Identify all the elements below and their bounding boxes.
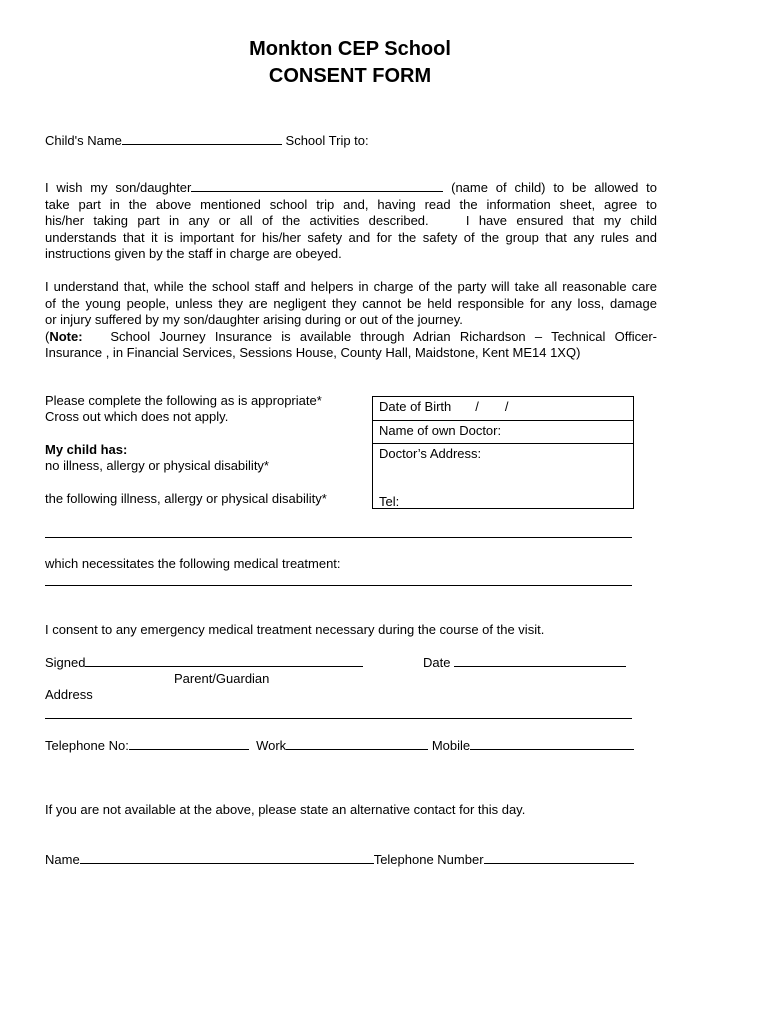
date-label: Date bbox=[423, 655, 451, 670]
date-line bbox=[423, 654, 626, 671]
form-title: CONSENT FORM bbox=[268, 65, 432, 87]
consent-line-1: I wish my son/daughter (name of child) to be allowed to bbox=[45, 180, 657, 195]
treatment-details-line[interactable] bbox=[45, 585, 632, 586]
consent-line-5: instructions given by the staff in charge are obeyed. bbox=[45, 246, 342, 261]
work-field[interactable] bbox=[286, 737, 428, 750]
no-illness-option: no illness, allergy or physical disability* bbox=[45, 458, 269, 473]
parent-guardian-label: Parent/Guardian bbox=[174, 671, 270, 686]
alternative-contact-line bbox=[45, 851, 634, 868]
alt-phone-field[interactable] bbox=[484, 851, 634, 864]
alt-phone-label: Telephone Number bbox=[373, 852, 484, 867]
child-name-blank[interactable] bbox=[191, 179, 443, 192]
school-name: Monkton CEP School bbox=[249, 38, 451, 60]
emergency-consent-text: I consent to any emergency medical treatment necessary during the course of the visit. bbox=[45, 622, 545, 637]
alternative-contact-intro: If you are not available at the above, please state an alternative contact for this day. bbox=[45, 802, 526, 817]
divider bbox=[373, 443, 633, 444]
telephone-line bbox=[45, 737, 634, 754]
divider bbox=[373, 420, 633, 421]
telephone-field[interactable] bbox=[129, 737, 249, 750]
my-child-has-heading: My child has: bbox=[45, 442, 128, 457]
mobile-label: Mobile bbox=[431, 738, 471, 753]
liability-line-3: or injury suffered by my son/daughter arising during or out of the journey. bbox=[45, 312, 463, 327]
doctor-tel-cell[interactable]: Tel: bbox=[379, 494, 400, 509]
liability-paragraph bbox=[45, 279, 657, 362]
doctor-details-box bbox=[372, 396, 634, 509]
date-field[interactable] bbox=[454, 654, 626, 667]
doctor-address-cell[interactable]: Doctor’s Address: bbox=[379, 446, 482, 461]
note-label: Note: bbox=[49, 328, 83, 344]
instruction-line-2: Cross out which does not apply. bbox=[45, 409, 229, 424]
signed-label: Signed bbox=[45, 655, 86, 670]
trip-line bbox=[45, 132, 369, 149]
illness-details-line[interactable] bbox=[45, 537, 632, 538]
liability-line-4: (Note: School Journey Insurance is available through Adrian Richardson – Technical Officer- bbox=[45, 328, 657, 344]
mobile-field[interactable] bbox=[470, 737, 634, 750]
school-trip-label: School Trip to: bbox=[285, 133, 369, 148]
consent-line-4: understands that it is important for his/her safety and for the safety of the group that any rules and bbox=[45, 229, 657, 245]
liability-line-2: of the young people, unless they are negligent they cannot be held responsible for any loss, damage bbox=[45, 295, 657, 311]
consent-line-3: his/her taking part in any or all of the activities described. I have ensured that my child bbox=[45, 213, 657, 228]
address-label: Address bbox=[45, 687, 93, 702]
signed-line bbox=[45, 654, 363, 671]
liability-line-5: Insurance , in Financial Services, Sessions House, County Hall, Maidstone, Kent ME14 1XQ) bbox=[45, 345, 581, 360]
address-field[interactable] bbox=[45, 718, 632, 719]
consent-paragraph bbox=[45, 179, 657, 263]
following-illness-option: the following illness, allergy or physical disability* bbox=[45, 491, 327, 506]
liability-line-1: I understand that, while the school staff and helpers in charge of the party will take all reasonable care bbox=[45, 279, 657, 294]
treatment-label: which necessitates the following medical treatment: bbox=[45, 556, 341, 571]
alt-name-label: Name bbox=[45, 852, 80, 867]
work-label: Work bbox=[256, 738, 287, 753]
signature-field[interactable] bbox=[85, 654, 363, 667]
telephone-label: Telephone No: bbox=[45, 738, 129, 753]
childs-name-label: Child's Name bbox=[45, 133, 122, 148]
alt-name-field[interactable] bbox=[80, 851, 374, 864]
doctor-name-cell[interactable]: Name of own Doctor: bbox=[379, 423, 502, 438]
dob-cell[interactable]: Date of Birth / / bbox=[379, 399, 509, 414]
childs-name-field[interactable] bbox=[122, 132, 282, 145]
instruction-line-1: Please complete the following as is appropriate* bbox=[45, 393, 322, 408]
consent-line-2: take part in the above mentioned school trip and, having read the information sheet, agree to bbox=[45, 196, 657, 212]
